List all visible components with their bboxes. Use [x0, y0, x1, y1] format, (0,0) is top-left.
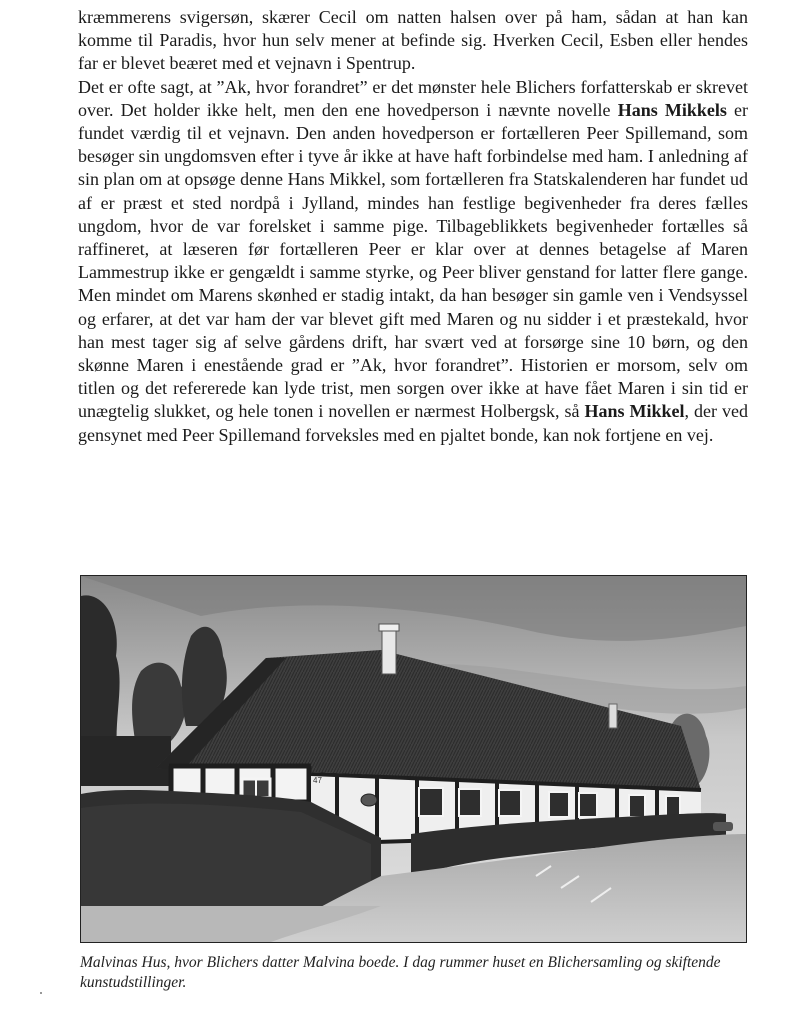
house-number: 47	[313, 776, 322, 785]
paragraph-1: kræmmerens svigersøn, skærer Cecil om natten halsen over på ham, sådan at han kan komme til Paradis, hvor hun selv mener at befinde sig. Hverken Cecil, Esben eller hendes far er blevet beæret med et vejnavn i Spentrup.	[78, 7, 748, 74]
photo-caption: Malvinas Hus, hvor Blichers datter Malvina boede. I dag rummer huset en Blichersamling og skiftende kunstudstillinger.	[80, 954, 721, 991]
chimney	[382, 628, 396, 674]
car	[713, 822, 733, 831]
hanging-sign	[361, 794, 377, 806]
paragraph-2-part-1: Det er ofte sagt, at ”Ak, hvor forandret” er det mønster hele Blichers forfatterskab er skrevet over. Det holder ikke helt, men den ene hovedperson i nævnte novelle	[78, 76, 748, 120]
house-photo	[80, 575, 747, 943]
paragraph-2	[78, 76, 748, 447]
body-text	[78, 6, 748, 447]
paragraph-2-part-3: , der ved gensynet med Peer Spillemand forveksles med en pjaltet bonde, kan nok fortjene en vej.	[78, 401, 748, 445]
bold-name-1: Hans Mikkels	[617, 99, 727, 120]
scan-speck	[40, 992, 42, 994]
bold-name-2: Hans Mikkel	[584, 401, 685, 422]
paragraph-2-part-2: er fundet værdig til et vejnavn. Den anden hovedperson er fortælleren Peer Spillemand, som besøger sin ungdomsven efter i tyve år ikke at have haft forbindelse med ham. I anledning af sin plan om at opsøge denne Hans Mikkel, som fortælleren fra Statskalenderen har fundet ud af er præst et sted nordpå i Jylland, mindes han festlige begivenheder fra deres fælles ungdom, hvor de var forelsket i samme pige. Tilbageblikkets begivenheder fortælles så raffineret, at læseren før fortælleren Peer er klar over at dennes betagelse af Maren Lammestrup ikke er gengældt i samme styrke, og Peer bliver genstand for latter flere gange. Men mindet om Marens skønhed er stadig intakt, da han besøger sin gamle ven i Vendsyssel og erfarer, at det var ham der var blevet gift med Maren og nu sidder i et præstekald, hvor han mest tager sig af selve gårdens drift, har svært ved at forsørge sine 10 børn, og den skønne Maren i enestående grad er ”Ak, hvor forandret”. Historien er morsom, selv om titlen og det refererede kan lyde trist, men sorgen over ikke at have fået Maren i sin tid er unægtelig slukket, og hele tonen i novellen er nærmest Holbergsk, så	[78, 99, 749, 422]
chimney	[609, 704, 617, 728]
